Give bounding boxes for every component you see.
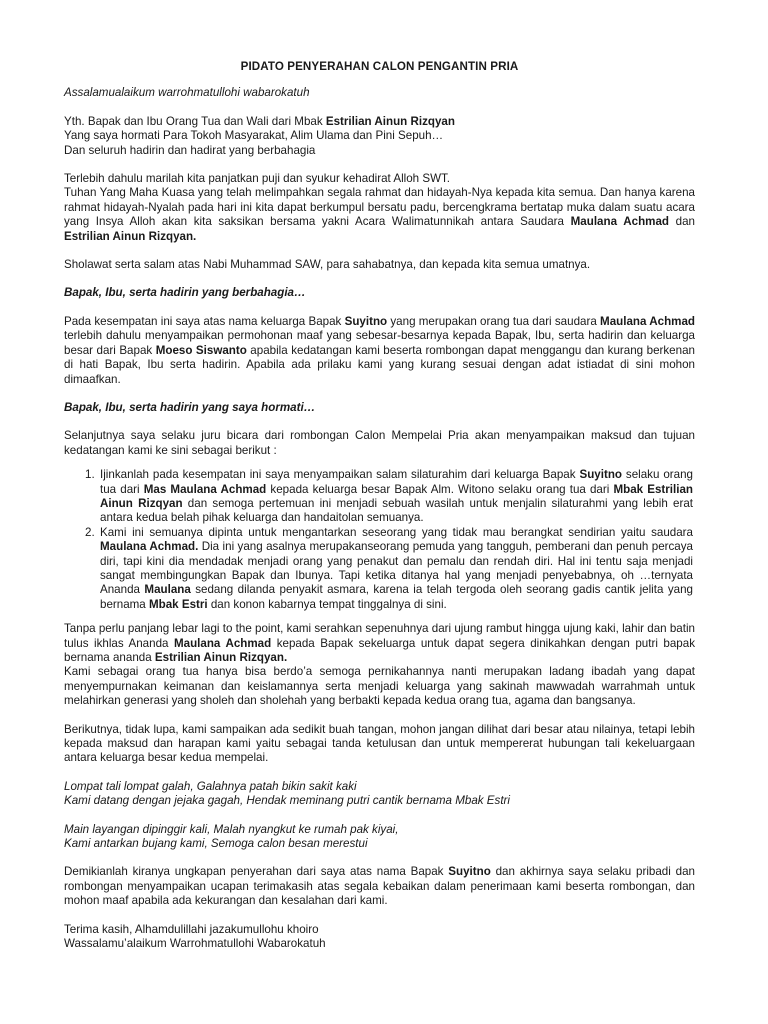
thanks-line: Terima kasih, Alhamdulillahi jazakumullohu khoiro	[64, 922, 319, 936]
sholawat-paragraph: Sholawat serta salam atas Nabi Muhammad SAW, para sahabatnya, dan kepada kita semua umatnya.	[64, 258, 591, 272]
closing-greeting	[64, 923, 695, 952]
gift-paragraph: Berikutnya, tidak lupa, kami sampaikan ada sedikit buah tangan, mohon jangan dilihat dari besar atau nilainya, tetapi lebih kepada maksud dan harapan kami yaitu sebagai tanda ketulusan dan untuk mempererat hubungan tali kekeluargaan antara keluarga besar kedua mempelai.	[64, 722, 695, 765]
pantun-line: Kami datang dengan jejaka gagah, Hendak meminang putri cantik bernama Mbak Estri	[64, 794, 510, 808]
salutation-line-2: Yang saya hormati Para Tokoh Masyarakat, Alim Ulama dan Pini Sepuh…	[64, 129, 444, 143]
opening-greeting: Assalamualaikum warrohmatullohi wabarokatuh	[64, 86, 310, 100]
praise-line-1: Terlebih dahulu marilah kita panjatkan puji dan syukur kehadirat Alloh SWT.	[64, 172, 451, 186]
list-item: 1. Ijinkanlah pada kesempatan ini saya menyampaikan salam silaturahim dari keluarga Bapak Suyitno selaku orang tua dari Mas Maulana Achmad kepada keluarga besar Bapak Alm. Witono selaku orang tua dari Mbak Estrilian Ainun Rizqyan dan semoga pertemuan ini menjadi sebuah wasilah untuk menjalin silaturahmi yang lebih erat antara kedua belah pihak keluarga dan handaitolan semuanya.	[85, 468, 693, 525]
apology-paragraph: Pada kesempatan ini saya atas nama keluarga Bapak Suyitno yang merupakan orang tua dari saudara Maulana Achmad terlebih dahulu menyampaikan permohonan maaf yang sebesar-besarnya kepada Bapak, Ibu, serta hadirin dan keluarga besar dari Bapak Moeso Siswanto apabila kedatangan kami beserta rombongan dapat menggangu dan kurang berkenan di hati Bapak, Ibu serta hadirin. Apabila ada prilaku kami yang kurang sesuai dengan adat istiadat di sini mohon dimaafkan.	[64, 314, 695, 386]
pantun-1	[64, 780, 695, 809]
pantun-line: Main layangan dipinggir kali, Malah nyangkut ke rumah pak kiyai,	[64, 822, 399, 836]
purpose-paragraph: Selanjutnya saya selaku juru bicara dari rombongan Calon Mempelai Pria akan menyampaikan maksud dan tujuan kedatangan kami ke sini sebagai berikut :	[64, 429, 695, 457]
pantun-line: Kami antarkan bujang kami, Semoga calon besan merestui	[64, 837, 368, 851]
list-item: 2. Kami ini semuanya dipinta untuk mengantarkan seseorang yang tidak mau berangkat sendirian yaitu saudara Maulana Achmad. Dia ini yang asalnya merupakanseorang pemuda yang tangguh, pemberani dan penuh percaya diri, tapi kini dia mendadak menjadi orang yang penakut dan pemalu dan rendah diri. Hal ini tentu saja menjadi sangat membingungkan Bapak dan Ibunya. Tapi ketika ditanya hal yang menjadi penyebabnya, oh …ternyata Ananda Maulana sedang dilanda penyakit asmara, karena ia telah tergoda oleh seorang gadis cantik jelita yang bernama Mbak Estri dan konon kabarnya tempat tinggalnya di sini.	[85, 525, 693, 611]
salutation-block	[64, 115, 695, 158]
praise-block	[64, 172, 695, 244]
closing-paragraph: Demikianlah kiranya ungkapan penyerahan dari saya atas nama Bapak Suyitno dan akhirnya saya selaku pribadi dan rombongan menyampaikan ucapan terimakasih atas segala kebaikan dalam penerimaan kami beserta rombongan, dan mohon maaf apabila ada kekurangan dan kesalahan dari kami.	[64, 865, 695, 908]
purpose-list	[64, 468, 695, 612]
handover-block	[64, 622, 695, 708]
bride-name: Estrilian Ainun Rizqyan	[325, 114, 455, 128]
salutation-line-1: Yth. Bapak dan Ibu Orang Tua dan Wali dari Mbak Estrilian Ainun Rizqyan	[64, 114, 455, 128]
section-heading-2: Bapak, Ibu, serta hadirin yang saya hormati…	[64, 400, 316, 414]
salutation-line-3: Dan seluruh hadirin dan hadirat yang berbahagia	[64, 143, 316, 157]
praise-paragraph: Tuhan Yang Maha Kuasa yang telah melimpahkan segala rahmat dan hidayah-Nya kepada kita semua. Dan hanya karena rahmat hidayah-Nyalah pada hari ini kita dapat berkumpul bersatu padu, bercengkrama bertatap muka dalam suatu acara yang Insya Alloh akan kita saksikan bersama yakni Acara Walimatunnikah antara Saudara Maulana Achmad dan Estrilian Ainun Rizqyan.	[64, 186, 695, 243]
farewell-line: Wassalamu’alaikum Warrohmatullohi Wabarokatuh	[64, 937, 326, 951]
section-heading-1: Bapak, Ibu, serta hadirin yang berbahagia…	[64, 286, 306, 300]
prayer-paragraph: Kami sebagai orang tua hanya bisa berdo’a semoga pernikahannya nanti merupakan ladang ibadah yang dapat menyempurnakan keimanan dan keislamannya serta menjadi keluarga yang sakinah mawwadah warrahmah untuk melahirkan generasi yang sholeh dan sholehah yang berbakti kepada kedua orang tua, agama dan bangsanya.	[64, 665, 695, 708]
pantun-2	[64, 823, 695, 852]
pantun-line: Lompat tali lompat galah, Galahnya patah bikin sakit kaki	[64, 779, 357, 793]
handover-paragraph: Tanpa perlu panjang lebar lagi to the point, kami serahkan sepenuhnya dari ujung rambut hingga ujung kaki, lahir dan batin tulus ikhlas Ananda Maulana Achmad kepada Bapak sekeluarga untuk dapat segera dinikahkan dengan putri bapak bernama ananda Estrilian Ainun Rizqyan.	[64, 622, 695, 664]
document-page	[64, 60, 695, 952]
bride-name: Estrilian Ainun Rizqyan.	[64, 229, 197, 243]
groom-name: Maulana Achmad	[570, 215, 669, 229]
page-title: PIDATO PENYERAHAN CALON PENGANTIN PRIA	[240, 60, 519, 73]
